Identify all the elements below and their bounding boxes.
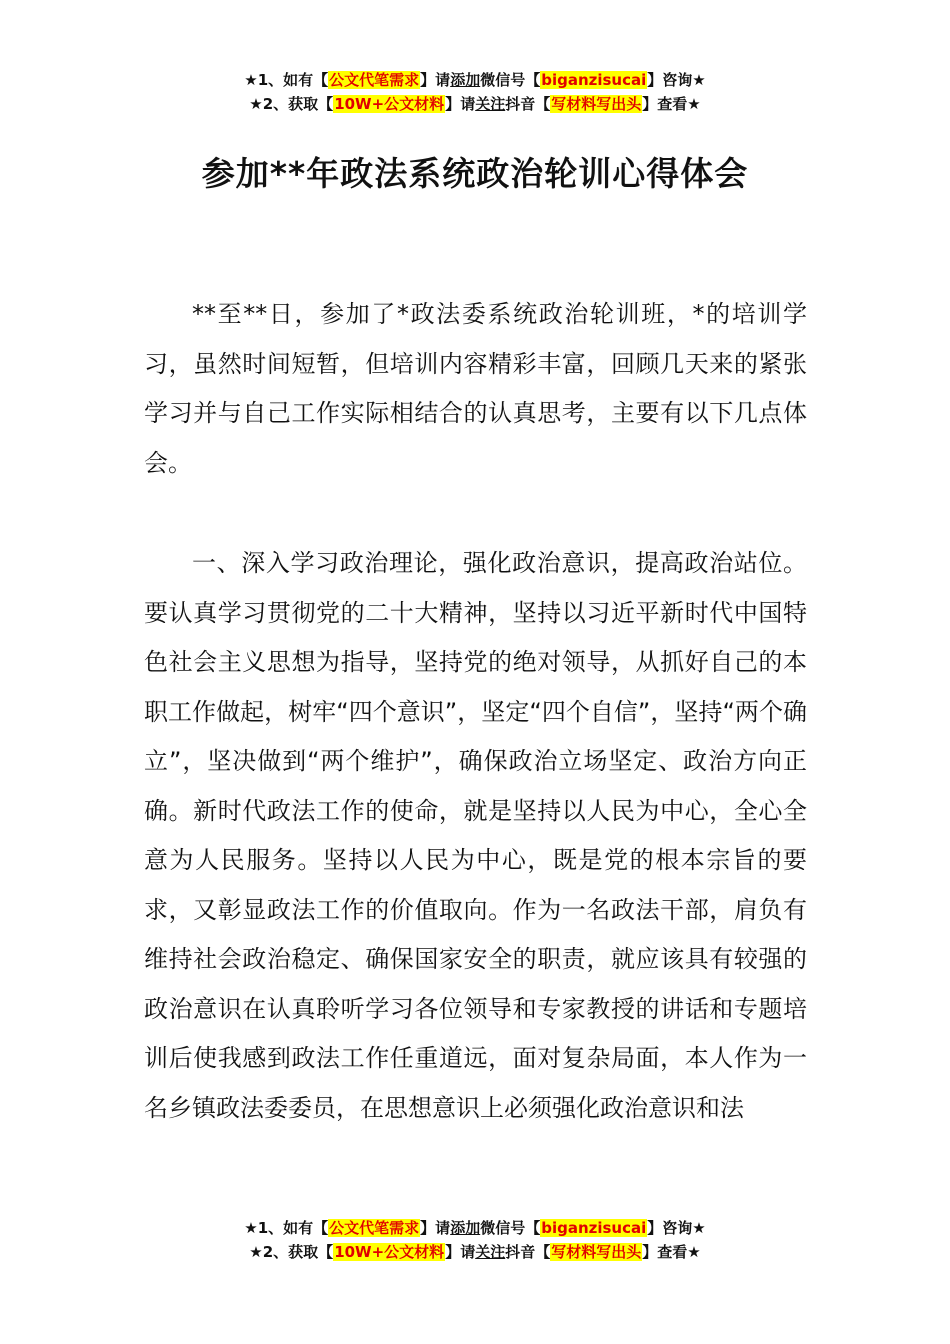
banner-highlight: 10W+公文材料 bbox=[334, 95, 445, 113]
banner-text: 微信号【 bbox=[480, 71, 541, 89]
banner-text: ★1、如有【 bbox=[244, 71, 329, 89]
document-title: 参加**年政法系统政治轮训心得体会 bbox=[201, 154, 749, 193]
banner-text: 】查看★ bbox=[642, 1243, 701, 1261]
paragraph-text: 一、深入学习政治理论，强化政治意识，提高政治站位。要认真学习贯彻党的二十大精神，坚持以习近平新时代中国特色社会主义思想为指导，坚持党的绝对领导，从抓好自己的本职工作做起，树牢“四个意识”，坚定“四个自信”，坚持“两个确立”，坚决做到“两个维护”，确保政治立场坚定、政治方向正确。新时代政法工作的使命，就是坚持以人民为中心，全心全意为人民服务。坚持以人民为中心，既是党的根本宗旨的要求，又彰显政法工作的价值取向。作为一名政法干部，肩负有维持社会政治稳定、确保国家安全的职责，就应该具有较强的政治意识在认真聆听学习各位领导和专家教授的讲话和专题培训后使我感到政法工作任重道远，面对复杂局面，本人作为一名乡镇政法委委员，在思想意识上必须强化政治意识和法 bbox=[144, 549, 807, 1122]
banner-text: 】请 bbox=[445, 1243, 476, 1261]
paragraph-intro bbox=[144, 290, 807, 488]
banner-highlight: 10W+公文材料 bbox=[334, 1243, 445, 1261]
banner-text: ★2、获取【 bbox=[249, 1243, 334, 1261]
paragraph-text: **至**日，参加了*政法委系统政治轮训班，*的培训学习，虽然时间短暂，但培训内容精彩丰富，回顾几天来的紧张学习并与自己工作实际相结合的认真思考，主要有以下几点体会。 bbox=[144, 300, 807, 477]
banner-text: ★1、如有【 bbox=[244, 1219, 329, 1237]
banner-text: 】请 bbox=[445, 95, 476, 113]
header-banner bbox=[0, 68, 950, 116]
banner-text: 微信号【 bbox=[480, 1219, 541, 1237]
banner-text: 抖音【 bbox=[505, 1243, 551, 1261]
footer-banner bbox=[0, 1216, 950, 1264]
banner-line-2 bbox=[0, 92, 950, 116]
banner-text: 】请 bbox=[420, 71, 451, 89]
banner-text: 】咨询★ bbox=[647, 1219, 706, 1237]
banner-underline: 添加 bbox=[450, 1219, 481, 1237]
banner-text: 抖音【 bbox=[505, 95, 551, 113]
banner-underline: 关注 bbox=[475, 95, 506, 113]
banner-text: ★2、获取【 bbox=[249, 95, 334, 113]
banner-line-2 bbox=[0, 1240, 950, 1264]
banner-line-1 bbox=[0, 68, 950, 92]
banner-text: 】咨询★ bbox=[647, 71, 706, 89]
banner-highlight: 写材料写出头 bbox=[551, 1243, 642, 1261]
banner-line-1 bbox=[0, 1216, 950, 1240]
banner-text: 】查看★ bbox=[642, 95, 701, 113]
banner-highlight: 写材料写出头 bbox=[551, 95, 642, 113]
banner-highlight: 公文代笔需求 bbox=[329, 1219, 420, 1237]
banner-highlight: 公文代笔需求 bbox=[329, 71, 420, 89]
banner-underline: 添加 bbox=[450, 71, 481, 89]
banner-text: 】请 bbox=[420, 1219, 451, 1237]
banner-underline: 关注 bbox=[475, 1243, 506, 1261]
banner-highlight: biganzisucai bbox=[541, 71, 647, 89]
banner-highlight: biganzisucai bbox=[541, 1219, 647, 1237]
paragraph-section-one bbox=[144, 539, 807, 1133]
